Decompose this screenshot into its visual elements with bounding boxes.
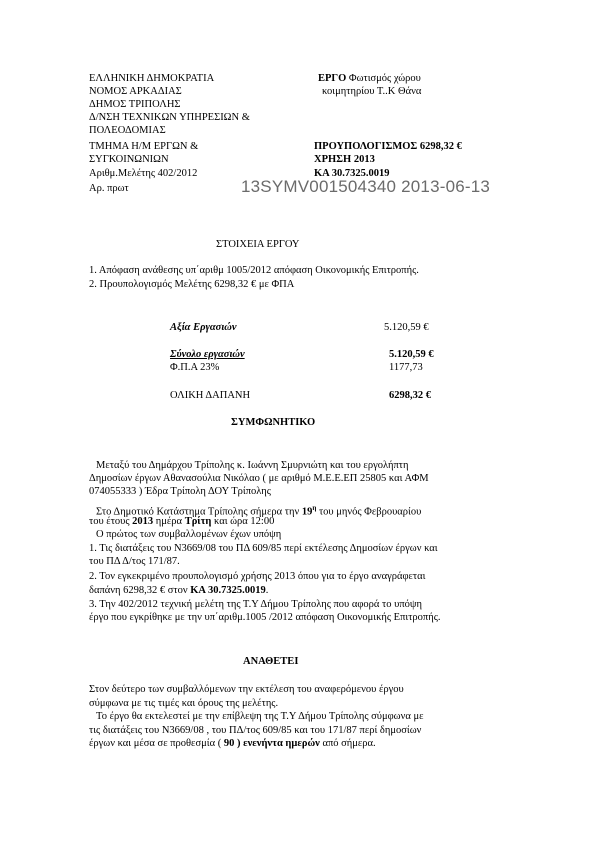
header-left-line: ΝΟΜΟΣ ΑΡΚΑΔΙΑΣ: [89, 86, 182, 97]
registry-stamp: 13SYMV001504340 2013-06-13: [241, 177, 491, 196]
header-left-line: ΤΜΗΜΑ Η/Μ ΕΡΓΩΝ &: [89, 141, 199, 152]
body-line: 3. Την 402/2012 τεχνική μελέτη της Τ.Υ Δήμου Τρίπολης που αφορά το υπόψη: [89, 599, 422, 610]
body-line: έργων και μέσα σε προθεσμία ( 90 ) ενενήντα ημερών από σήμερα.: [89, 738, 376, 749]
body-line: δαπάνη 6298,32 € στον ΚΑ 30.7325.0019.: [89, 585, 269, 596]
body-line: σύμφωνα με τις τιμές και όρους της μελέτης.: [89, 698, 279, 709]
cost-value-grand-total: 6298,32 €: [389, 390, 431, 401]
budget-code: ΚΑ 30.7325.0019: [314, 168, 390, 179]
body-line: Ο πρώτος των συμβαλλομένων έχων υπόψη: [96, 529, 282, 540]
cost-value-total-work: 5.120,59 €: [389, 349, 434, 360]
header-left-line: ΔΗΜΟΣ ΤΡΙΠΟΛΗΣ: [89, 99, 181, 110]
body-line: έργο που εγκρίθηκε με την υπ΄αριθμ.1005 /2012 απόφαση Οικονομικής Επιτροπής.: [89, 612, 441, 623]
project-name-line1: Φωτισμός χώρου: [348, 73, 421, 84]
fiscal-year: ΧΡΗΣΗ 2013: [314, 154, 375, 165]
project-name-line2: κοιμητηρίου Τ..Κ Θάνα: [322, 86, 422, 97]
header-left-line: ΕΛΛΗΝΙΚΗ ΔΗΜΟΚΡΑΤΙΑ: [89, 73, 215, 84]
header-left-line: Δ/ΝΣΗ ΤΕΧΝΙΚΩΝ ΥΠΗΡΕΣΙΩΝ &: [89, 112, 250, 123]
body-line: 2. Τον εγκεκριμένο προυπολογισμό χρήσης 2013 όπου για το έργο αναγράφεται: [89, 571, 426, 582]
header-left-line: ΣΥΓΚΟΙΝΩΝΙΩΝ: [89, 154, 169, 165]
header-left-line: ΠΟΛΕΟΔΟΜΙΑΣ: [89, 125, 166, 136]
body-line: Το έργο θα εκτελεστεί με την επίβλεψη της Τ.Υ Δήμου Τρίπολης σύμφωνα με: [96, 711, 424, 722]
section-title-assigns: ΑΝΑΘΕΤΕΙ: [243, 656, 299, 667]
body-line: 074055333 ) Έδρα Τρίπολη ΔΟΥ Τρίπολης: [89, 486, 271, 497]
cost-label-work-value: Αξία Εργασιών: [170, 322, 237, 333]
project-title: [318, 73, 421, 85]
budget-heading: ΠΡΟΥΠΟΛΟΓΙΣΜΟΣ 6298,32 €: [314, 141, 462, 152]
section-title-agreement: ΣΥΜΦΩΝΗΤΙΚΟ: [231, 417, 316, 428]
cost-value-work-value: 5.120,59 €: [384, 322, 429, 333]
list-item: 1. Απόφαση ανάθεσης υπ΄αριθμ 1005/2012 απόφαση Οικονομικής Επιτροπής.: [89, 265, 419, 276]
cost-label-vat: Φ.Π.Α 23%: [170, 362, 220, 373]
body-line: Στον δεύτερο των συμβαλλόμενων την εκτέλεση του αναφερόμενου έργου: [89, 684, 404, 695]
body-line: του έτους 2013 ημέρα Τρίτη και ώρα 12:00: [89, 516, 275, 527]
cost-value-vat: 1177,73: [389, 362, 423, 373]
body-line: Μεταξύ του Δημάρχου Τρίπολης κ. Ιωάννη Σμυρνιώτη και του εργολήπτη: [96, 460, 409, 471]
section-title-project-details: ΣΤΟΙΧΕΙΑ ΕΡΓΟΥ: [216, 239, 300, 250]
header-left-line: Αρ. πρωτ: [89, 183, 129, 194]
list-item: 2. Προυπολογισμός Μελέτης 6298,32 € με ΦΠΑ: [89, 279, 295, 290]
header-left-line: Αριθμ.Μελέτης 402/2012: [89, 168, 198, 179]
project-label: ΕΡΓΟ: [318, 73, 347, 84]
body-line: 1. Τις διατάξεις του Ν3669/08 του ΠΔ 609/85 περί εκτέλεσης Δημοσίων έργων και: [89, 543, 438, 554]
body-line: Δημοσίων έργων Αθανασούλια Νικόλαο ( με αριθμό Μ.Ε.Ε.ΕΠ 25805 και ΑΦΜ: [89, 473, 429, 484]
cost-label-total-work: Σύνολο εργασιών: [170, 349, 245, 360]
body-line: τις διατάξεις του Ν3669/08 , του ΠΔ/τος 609/85 και του 171/87 περί δημοσίων: [89, 725, 422, 736]
body-line: Στο Δημοτικό Κατάστημα Τρίπολης σήμερα την $19^\eta$ του μηνός Φεβρουαρίου: [96, 504, 422, 518]
cost-label-grand-total: ΟΛΙΚΗ ΔΑΠΑΝΗ: [170, 390, 251, 401]
body-line: του ΠΔ Δ/τος 171/87.: [89, 556, 180, 567]
